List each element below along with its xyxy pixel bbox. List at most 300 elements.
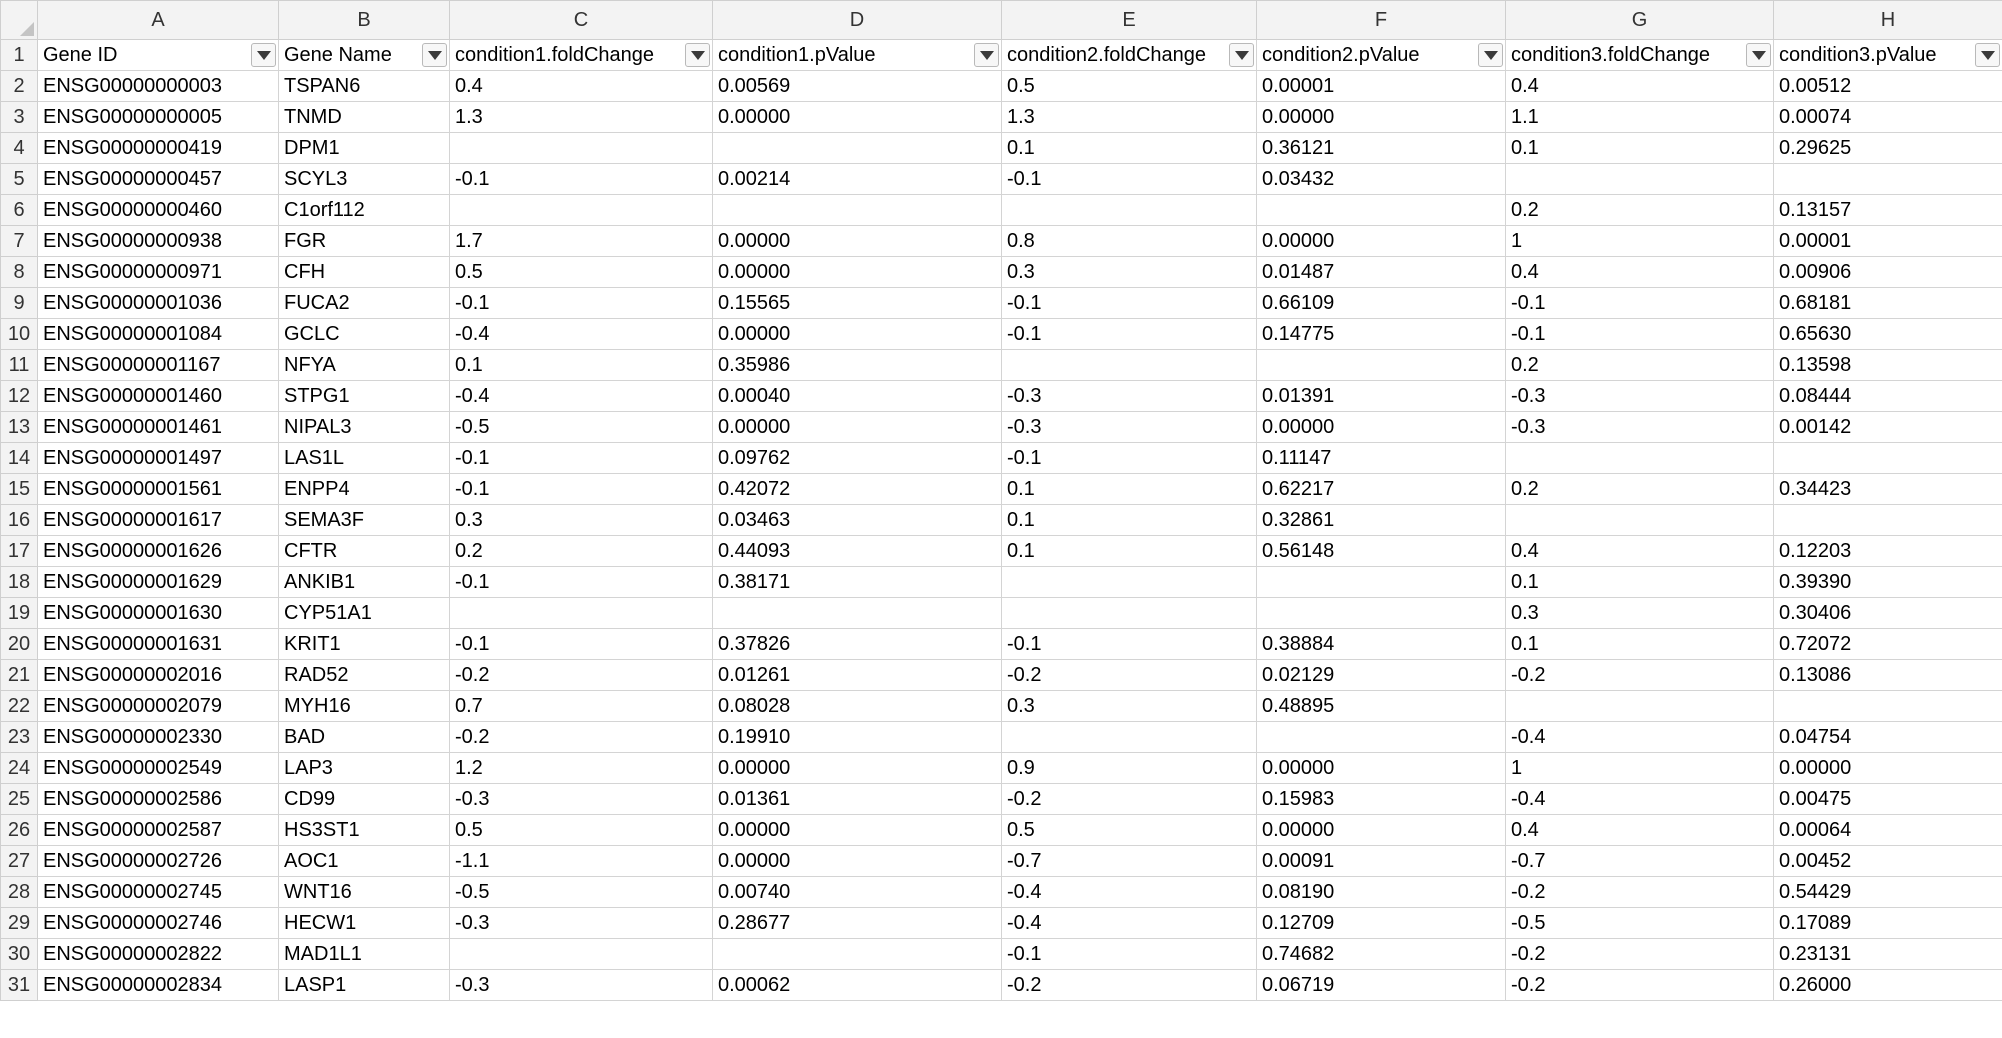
row-number[interactable]: 15 bbox=[1, 474, 38, 505]
table-cell[interactable]: ENSG00000002587 bbox=[38, 815, 279, 846]
filter-button[interactable] bbox=[1975, 43, 2000, 67]
table-cell[interactable] bbox=[1002, 350, 1257, 381]
table-cell[interactable]: -0.2 bbox=[1506, 877, 1774, 908]
table-cell[interactable]: LAS1L bbox=[279, 443, 450, 474]
table-cell[interactable]: TSPAN6 bbox=[279, 71, 450, 102]
table-cell[interactable]: ENSG00000002016 bbox=[38, 660, 279, 691]
table-cell[interactable]: NFYA bbox=[279, 350, 450, 381]
row-number[interactable]: 14 bbox=[1, 443, 38, 474]
table-cell[interactable]: -0.2 bbox=[1002, 970, 1257, 1001]
table-cell[interactable]: ENSG00000000005 bbox=[38, 102, 279, 133]
table-cell[interactable]: -0.4 bbox=[1506, 784, 1774, 815]
table-cell[interactable] bbox=[1774, 691, 2002, 722]
table-cell[interactable]: 0.01261 bbox=[713, 660, 1002, 691]
table-cell[interactable]: 0.08190 bbox=[1257, 877, 1506, 908]
header-cell-c[interactable] bbox=[450, 40, 713, 71]
row-number[interactable]: 13 bbox=[1, 412, 38, 443]
table-cell[interactable]: -0.1 bbox=[1002, 629, 1257, 660]
table-cell[interactable]: 0.00214 bbox=[713, 164, 1002, 195]
table-cell[interactable]: 0.1 bbox=[1506, 567, 1774, 598]
table-cell[interactable]: 0.26000 bbox=[1774, 970, 2002, 1001]
table-cell[interactable]: 0.44093 bbox=[713, 536, 1002, 567]
row-number[interactable]: 27 bbox=[1, 846, 38, 877]
table-cell[interactable]: 1.2 bbox=[450, 753, 713, 784]
table-cell[interactable]: 0.00740 bbox=[713, 877, 1002, 908]
table-cell[interactable]: 0.3 bbox=[1002, 691, 1257, 722]
table-cell[interactable]: -0.3 bbox=[450, 784, 713, 815]
table-cell[interactable]: -0.1 bbox=[1002, 288, 1257, 319]
table-cell[interactable]: ENSG00000001497 bbox=[38, 443, 279, 474]
table-cell[interactable]: 0.00000 bbox=[713, 102, 1002, 133]
table-cell[interactable]: FGR bbox=[279, 226, 450, 257]
table-cell[interactable]: 0.08444 bbox=[1774, 381, 2002, 412]
table-cell[interactable]: 0.00000 bbox=[1774, 753, 2002, 784]
row-number[interactable]: 17 bbox=[1, 536, 38, 567]
header-cell-f[interactable] bbox=[1257, 40, 1506, 71]
table-cell[interactable]: 0.37826 bbox=[713, 629, 1002, 660]
filter-button[interactable] bbox=[422, 43, 447, 67]
table-cell[interactable]: 0.12203 bbox=[1774, 536, 2002, 567]
table-cell[interactable]: 0.68181 bbox=[1774, 288, 2002, 319]
table-cell[interactable]: 0.15565 bbox=[713, 288, 1002, 319]
table-cell[interactable]: 0.39390 bbox=[1774, 567, 2002, 598]
table-cell[interactable]: -0.1 bbox=[450, 567, 713, 598]
table-cell[interactable]: NIPAL3 bbox=[279, 412, 450, 443]
table-cell[interactable] bbox=[713, 195, 1002, 226]
table-cell[interactable]: ENSG00000002330 bbox=[38, 722, 279, 753]
row-number[interactable]: 20 bbox=[1, 629, 38, 660]
table-cell[interactable]: -0.2 bbox=[1506, 970, 1774, 1001]
filter-button[interactable] bbox=[251, 43, 276, 67]
table-cell[interactable]: 0.00475 bbox=[1774, 784, 2002, 815]
table-cell[interactable]: 0.35986 bbox=[713, 350, 1002, 381]
table-cell[interactable]: 0.04754 bbox=[1774, 722, 2002, 753]
table-cell[interactable] bbox=[450, 598, 713, 629]
table-cell[interactable]: 1 bbox=[1506, 753, 1774, 784]
table-cell[interactable]: 0.00000 bbox=[713, 815, 1002, 846]
table-cell[interactable] bbox=[1506, 443, 1774, 474]
table-cell[interactable]: -0.3 bbox=[1506, 412, 1774, 443]
row-number[interactable]: 24 bbox=[1, 753, 38, 784]
table-cell[interactable]: 0.38884 bbox=[1257, 629, 1506, 660]
table-cell[interactable]: ENSG00000001630 bbox=[38, 598, 279, 629]
table-cell[interactable]: 0.00001 bbox=[1257, 71, 1506, 102]
table-cell[interactable]: -0.1 bbox=[450, 288, 713, 319]
table-cell[interactable]: -0.3 bbox=[1506, 381, 1774, 412]
table-cell[interactable]: 1.1 bbox=[1506, 102, 1774, 133]
table-cell[interactable]: -0.4 bbox=[450, 381, 713, 412]
table-cell[interactable]: -0.2 bbox=[1506, 939, 1774, 970]
table-cell[interactable]: CD99 bbox=[279, 784, 450, 815]
table-cell[interactable]: 0.06719 bbox=[1257, 970, 1506, 1001]
table-cell[interactable] bbox=[1002, 722, 1257, 753]
table-cell[interactable]: 0.00000 bbox=[713, 257, 1002, 288]
table-cell[interactable]: GCLC bbox=[279, 319, 450, 350]
table-cell[interactable]: -0.2 bbox=[450, 722, 713, 753]
table-cell[interactable]: RAD52 bbox=[279, 660, 450, 691]
row-number[interactable]: 1 bbox=[1, 40, 38, 71]
table-cell[interactable]: ENSG00000001167 bbox=[38, 350, 279, 381]
table-cell[interactable]: 0.08028 bbox=[713, 691, 1002, 722]
row-number[interactable]: 31 bbox=[1, 970, 38, 1001]
table-cell[interactable]: 0.66109 bbox=[1257, 288, 1506, 319]
table-cell[interactable]: 0.72072 bbox=[1774, 629, 2002, 660]
table-cell[interactable]: 0.02129 bbox=[1257, 660, 1506, 691]
row-number[interactable]: 12 bbox=[1, 381, 38, 412]
table-cell[interactable]: 0.12709 bbox=[1257, 908, 1506, 939]
table-cell[interactable]: 1.7 bbox=[450, 226, 713, 257]
table-cell[interactable]: ENSG00000002549 bbox=[38, 753, 279, 784]
table-cell[interactable]: ENSG00000000003 bbox=[38, 71, 279, 102]
table-cell[interactable]: 0.4 bbox=[1506, 71, 1774, 102]
row-number[interactable]: 4 bbox=[1, 133, 38, 164]
table-cell[interactable]: 0.2 bbox=[1506, 195, 1774, 226]
table-cell[interactable] bbox=[1506, 505, 1774, 536]
row-number[interactable]: 30 bbox=[1, 939, 38, 970]
table-cell[interactable]: 0.23131 bbox=[1774, 939, 2002, 970]
table-cell[interactable] bbox=[1257, 722, 1506, 753]
table-cell[interactable]: 0.01487 bbox=[1257, 257, 1506, 288]
table-cell[interactable]: 0.3 bbox=[1506, 598, 1774, 629]
table-cell[interactable]: 0.8 bbox=[1002, 226, 1257, 257]
table-cell[interactable]: 0.9 bbox=[1002, 753, 1257, 784]
table-cell[interactable]: CFH bbox=[279, 257, 450, 288]
table-cell[interactable] bbox=[1774, 505, 2002, 536]
table-cell[interactable]: 1.3 bbox=[1002, 102, 1257, 133]
table-row bbox=[1, 722, 2002, 753]
table-cell[interactable]: 0.1 bbox=[1506, 629, 1774, 660]
table-cell[interactable]: HS3ST1 bbox=[279, 815, 450, 846]
table-cell[interactable]: 0.28677 bbox=[713, 908, 1002, 939]
table-cell[interactable]: 0.1 bbox=[1506, 133, 1774, 164]
row-number[interactable]: 28 bbox=[1, 877, 38, 908]
table-cell[interactable]: ENPP4 bbox=[279, 474, 450, 505]
table-cell[interactable]: ENSG00000002726 bbox=[38, 846, 279, 877]
table-cell[interactable]: -0.4 bbox=[1002, 908, 1257, 939]
table-cell[interactable]: 0.00906 bbox=[1774, 257, 2002, 288]
header-cell-d[interactable] bbox=[713, 40, 1002, 71]
table-cell[interactable]: AOC1 bbox=[279, 846, 450, 877]
table-cell[interactable]: -0.1 bbox=[1506, 288, 1774, 319]
row-number[interactable]: 18 bbox=[1, 567, 38, 598]
row-number[interactable]: 11 bbox=[1, 350, 38, 381]
table-cell[interactable]: -0.5 bbox=[1506, 908, 1774, 939]
table-cell[interactable]: -0.5 bbox=[450, 877, 713, 908]
row-number[interactable]: 8 bbox=[1, 257, 38, 288]
table-cell[interactable]: 0.4 bbox=[450, 71, 713, 102]
table-cell[interactable]: -0.1 bbox=[1002, 319, 1257, 350]
chevron-down-icon bbox=[691, 51, 705, 60]
header-cell-g[interactable] bbox=[1506, 40, 1774, 71]
table-cell[interactable]: ENSG00000001617 bbox=[38, 505, 279, 536]
table-cell[interactable]: 0.5 bbox=[450, 815, 713, 846]
table-cell[interactable]: 0.30406 bbox=[1774, 598, 2002, 629]
table-cell[interactable]: -0.2 bbox=[1002, 784, 1257, 815]
row-number[interactable]: 21 bbox=[1, 660, 38, 691]
table-cell[interactable]: 0.5 bbox=[1002, 815, 1257, 846]
table-cell[interactable]: 0.4 bbox=[1506, 536, 1774, 567]
row-number[interactable]: 6 bbox=[1, 195, 38, 226]
table-cell[interactable]: -0.5 bbox=[450, 412, 713, 443]
table-cell[interactable]: -0.4 bbox=[1002, 877, 1257, 908]
table-cell[interactable]: -0.1 bbox=[450, 443, 713, 474]
header-cell-b[interactable] bbox=[279, 40, 450, 71]
table-cell[interactable]: ENSG00000000460 bbox=[38, 195, 279, 226]
filter-button[interactable] bbox=[1229, 43, 1254, 67]
table-cell[interactable]: BAD bbox=[279, 722, 450, 753]
table-cell[interactable]: 0.65630 bbox=[1774, 319, 2002, 350]
table-cell[interactable]: -0.4 bbox=[1506, 722, 1774, 753]
table-cell[interactable]: WNT16 bbox=[279, 877, 450, 908]
table-cell[interactable]: 0.00000 bbox=[1257, 815, 1506, 846]
table-cell[interactable]: 0.34423 bbox=[1774, 474, 2002, 505]
column-header-a[interactable]: A bbox=[38, 1, 279, 40]
table-cell[interactable]: ENSG00000001629 bbox=[38, 567, 279, 598]
table-cell[interactable] bbox=[713, 598, 1002, 629]
table-cell[interactable]: CFTR bbox=[279, 536, 450, 567]
header-label: condition2.foldChange bbox=[1007, 43, 1207, 66]
table-cell[interactable]: DPM1 bbox=[279, 133, 450, 164]
table-cell[interactable]: -0.1 bbox=[1002, 443, 1257, 474]
table-cell[interactable]: 0.13598 bbox=[1774, 350, 2002, 381]
row-number[interactable]: 2 bbox=[1, 71, 38, 102]
table-cell[interactable]: 0.00062 bbox=[713, 970, 1002, 1001]
table-cell[interactable]: -0.2 bbox=[1506, 660, 1774, 691]
table-cell[interactable]: 0.00000 bbox=[1257, 102, 1506, 133]
table-cell[interactable]: ENSG00000000419 bbox=[38, 133, 279, 164]
table-cell[interactable] bbox=[450, 195, 713, 226]
table-cell[interactable]: -0.1 bbox=[1002, 939, 1257, 970]
table-cell[interactable]: 0.5 bbox=[1002, 71, 1257, 102]
column-header-h[interactable]: H bbox=[1774, 1, 2002, 40]
row-number[interactable]: 29 bbox=[1, 908, 38, 939]
row-number[interactable]: 19 bbox=[1, 598, 38, 629]
table-cell[interactable]: 0.5 bbox=[450, 257, 713, 288]
table-cell[interactable]: 0.1 bbox=[450, 350, 713, 381]
table-cell[interactable]: 0.00001 bbox=[1774, 226, 2002, 257]
table-cell[interactable]: 0.15983 bbox=[1257, 784, 1506, 815]
table-cell[interactable]: ENSG00000002745 bbox=[38, 877, 279, 908]
table-cell[interactable]: 1.3 bbox=[450, 102, 713, 133]
table-cell[interactable]: 0.13086 bbox=[1774, 660, 2002, 691]
table-cell[interactable]: 0.32861 bbox=[1257, 505, 1506, 536]
table-cell[interactable]: 0.42072 bbox=[713, 474, 1002, 505]
table-cell[interactable]: LAP3 bbox=[279, 753, 450, 784]
table-cell[interactable]: 0.00000 bbox=[713, 226, 1002, 257]
table-cell[interactable]: 0.19910 bbox=[713, 722, 1002, 753]
table-cell[interactable]: LASP1 bbox=[279, 970, 450, 1001]
table-cell[interactable]: 0.48895 bbox=[1257, 691, 1506, 722]
table-cell[interactable]: 0.00000 bbox=[1257, 753, 1506, 784]
table-cell[interactable]: CYP51A1 bbox=[279, 598, 450, 629]
table-cell[interactable]: ENSG00000001036 bbox=[38, 288, 279, 319]
table-cell[interactable]: ENSG00000000938 bbox=[38, 226, 279, 257]
table-cell[interactable]: 0.13157 bbox=[1774, 195, 2002, 226]
table-cell[interactable]: 1 bbox=[1506, 226, 1774, 257]
filter-button[interactable] bbox=[685, 43, 710, 67]
table-cell[interactable]: ENSG00000000971 bbox=[38, 257, 279, 288]
select-all-corner[interactable] bbox=[1, 1, 38, 40]
table-cell[interactable]: 0.1 bbox=[1002, 505, 1257, 536]
table-cell[interactable]: 0.2 bbox=[1506, 474, 1774, 505]
table-cell[interactable]: 0.7 bbox=[450, 691, 713, 722]
table-cell[interactable]: ENSG00000002746 bbox=[38, 908, 279, 939]
table-cell[interactable]: ENSG00000001461 bbox=[38, 412, 279, 443]
table-cell[interactable]: 0.4 bbox=[1506, 815, 1774, 846]
table-cell[interactable]: 0.3 bbox=[450, 505, 713, 536]
table-cell[interactable]: -0.7 bbox=[1506, 846, 1774, 877]
table-cell[interactable]: KRIT1 bbox=[279, 629, 450, 660]
row-number[interactable]: 23 bbox=[1, 722, 38, 753]
table-cell[interactable]: 0.1 bbox=[1002, 133, 1257, 164]
column-header-b[interactable]: B bbox=[279, 1, 450, 40]
table-cell[interactable] bbox=[1257, 195, 1506, 226]
table-cell[interactable]: ANKIB1 bbox=[279, 567, 450, 598]
table-cell[interactable]: 0.1 bbox=[1002, 474, 1257, 505]
table-cell[interactable] bbox=[1002, 195, 1257, 226]
table-cell[interactable]: -0.1 bbox=[450, 164, 713, 195]
table-cell[interactable]: 0.01361 bbox=[713, 784, 1002, 815]
table-cell[interactable] bbox=[450, 133, 713, 164]
table-cell[interactable] bbox=[1002, 567, 1257, 598]
table-cell[interactable]: 0.00040 bbox=[713, 381, 1002, 412]
table-cell[interactable] bbox=[713, 939, 1002, 970]
table-cell[interactable]: ENSG00000002079 bbox=[38, 691, 279, 722]
table-cell[interactable]: 0.4 bbox=[1506, 257, 1774, 288]
table-cell[interactable]: ENSG00000001084 bbox=[38, 319, 279, 350]
column-header-e[interactable]: E bbox=[1002, 1, 1257, 40]
column-header-d[interactable]: D bbox=[713, 1, 1002, 40]
table-cell[interactable]: FUCA2 bbox=[279, 288, 450, 319]
table-cell[interactable]: 0.00064 bbox=[1774, 815, 2002, 846]
table-cell[interactable]: 0.00091 bbox=[1257, 846, 1506, 877]
table-cell[interactable]: -0.7 bbox=[1002, 846, 1257, 877]
row-number[interactable]: 25 bbox=[1, 784, 38, 815]
table-cell[interactable] bbox=[1774, 164, 2002, 195]
table-cell[interactable]: -0.1 bbox=[1002, 164, 1257, 195]
header-cell-h[interactable] bbox=[1774, 40, 2002, 71]
table-cell[interactable] bbox=[1506, 691, 1774, 722]
table-cell[interactable]: 0.29625 bbox=[1774, 133, 2002, 164]
table-cell[interactable] bbox=[1506, 164, 1774, 195]
table-cell[interactable]: ENSG00000001626 bbox=[38, 536, 279, 567]
row-number[interactable]: 26 bbox=[1, 815, 38, 846]
table-cell[interactable]: 0.11147 bbox=[1257, 443, 1506, 474]
table-cell[interactable]: 0.62217 bbox=[1257, 474, 1506, 505]
table-cell[interactable]: 0.09762 bbox=[713, 443, 1002, 474]
table-cell[interactable]: 0.14775 bbox=[1257, 319, 1506, 350]
table-cell[interactable] bbox=[1257, 350, 1506, 381]
table-cell[interactable]: 0.36121 bbox=[1257, 133, 1506, 164]
row-number[interactable]: 16 bbox=[1, 505, 38, 536]
table-cell[interactable]: 0.00569 bbox=[713, 71, 1002, 102]
table-cell[interactable]: 0.03432 bbox=[1257, 164, 1506, 195]
table-cell[interactable]: MAD1L1 bbox=[279, 939, 450, 970]
table-cell[interactable]: TNMD bbox=[279, 102, 450, 133]
table-cell[interactable]: 0.00000 bbox=[713, 319, 1002, 350]
table-cell[interactable]: ENSG00000000457 bbox=[38, 164, 279, 195]
table-cell[interactable]: -0.2 bbox=[1002, 660, 1257, 691]
column-header-g[interactable]: G bbox=[1506, 1, 1774, 40]
table-cell[interactable]: STPG1 bbox=[279, 381, 450, 412]
table-cell[interactable]: HECW1 bbox=[279, 908, 450, 939]
table-cell[interactable]: 0.56148 bbox=[1257, 536, 1506, 567]
table-cell[interactable]: ENSG00000001561 bbox=[38, 474, 279, 505]
column-header-f[interactable]: F bbox=[1257, 1, 1506, 40]
table-cell[interactable]: -0.1 bbox=[1506, 319, 1774, 350]
table-row bbox=[1, 350, 2002, 381]
table-cell[interactable]: 0.01391 bbox=[1257, 381, 1506, 412]
table-cell[interactable]: -0.1 bbox=[450, 474, 713, 505]
table-cell[interactable]: 0.00000 bbox=[713, 753, 1002, 784]
table-cell[interactable]: -0.1 bbox=[450, 629, 713, 660]
header-cell-a[interactable] bbox=[38, 40, 279, 71]
table-cell[interactable]: 0.3 bbox=[1002, 257, 1257, 288]
table-cell[interactable]: 0.00000 bbox=[713, 412, 1002, 443]
table-cell[interactable]: ENSG00000001631 bbox=[38, 629, 279, 660]
table-cell[interactable]: 0.74682 bbox=[1257, 939, 1506, 970]
table-cell[interactable]: ENSG00000001460 bbox=[38, 381, 279, 412]
filter-button[interactable] bbox=[1746, 43, 1771, 67]
table-cell[interactable] bbox=[1002, 598, 1257, 629]
table-cell[interactable]: MYH16 bbox=[279, 691, 450, 722]
table-cell[interactable] bbox=[713, 133, 1002, 164]
table-cell[interactable]: 0.54429 bbox=[1774, 877, 2002, 908]
table-cell[interactable]: ENSG00000002822 bbox=[38, 939, 279, 970]
table-cell[interactable]: -1.1 bbox=[450, 846, 713, 877]
table-cell[interactable]: 0.1 bbox=[1002, 536, 1257, 567]
table-cell[interactable]: -0.3 bbox=[450, 970, 713, 1001]
table-cell[interactable]: 0.2 bbox=[1506, 350, 1774, 381]
table-cell[interactable]: 0.00000 bbox=[1257, 412, 1506, 443]
row-number[interactable]: 9 bbox=[1, 288, 38, 319]
table-cell[interactable]: SEMA3F bbox=[279, 505, 450, 536]
column-header-c[interactable]: C bbox=[450, 1, 713, 40]
table-cell[interactable]: C1orf112 bbox=[279, 195, 450, 226]
table-cell[interactable]: 0.00142 bbox=[1774, 412, 2002, 443]
row-number[interactable]: 10 bbox=[1, 319, 38, 350]
table-cell[interactable] bbox=[1257, 567, 1506, 598]
table-cell[interactable]: 0.00512 bbox=[1774, 71, 2002, 102]
filter-button[interactable] bbox=[974, 43, 999, 67]
table-cell[interactable]: -0.3 bbox=[1002, 412, 1257, 443]
table-cell[interactable]: ENSG00000002586 bbox=[38, 784, 279, 815]
table-cell[interactable]: 0.2 bbox=[450, 536, 713, 567]
table-cell[interactable]: 0.00000 bbox=[713, 846, 1002, 877]
row-number[interactable]: 5 bbox=[1, 164, 38, 195]
table-cell[interactable]: 0.00000 bbox=[1257, 226, 1506, 257]
table-cell[interactable] bbox=[450, 939, 713, 970]
table-cell[interactable]: 0.03463 bbox=[713, 505, 1002, 536]
table-cell[interactable]: 0.38171 bbox=[713, 567, 1002, 598]
row-number[interactable]: 3 bbox=[1, 102, 38, 133]
table-cell[interactable]: -0.3 bbox=[450, 908, 713, 939]
table-cell[interactable]: -0.2 bbox=[450, 660, 713, 691]
table-cell[interactable] bbox=[1257, 598, 1506, 629]
table-cell[interactable]: SCYL3 bbox=[279, 164, 450, 195]
table-cell[interactable]: 0.00074 bbox=[1774, 102, 2002, 133]
table-cell[interactable]: ENSG00000002834 bbox=[38, 970, 279, 1001]
table-cell[interactable]: 0.00452 bbox=[1774, 846, 2002, 877]
row-number[interactable]: 7 bbox=[1, 226, 38, 257]
table-cell[interactable] bbox=[1774, 443, 2002, 474]
header-cell-e[interactable] bbox=[1002, 40, 1257, 71]
table-cell[interactable]: 0.17089 bbox=[1774, 908, 2002, 939]
filter-button[interactable] bbox=[1478, 43, 1503, 67]
row-number[interactable]: 22 bbox=[1, 691, 38, 722]
table-cell[interactable]: -0.4 bbox=[450, 319, 713, 350]
table-cell[interactable]: -0.3 bbox=[1002, 381, 1257, 412]
